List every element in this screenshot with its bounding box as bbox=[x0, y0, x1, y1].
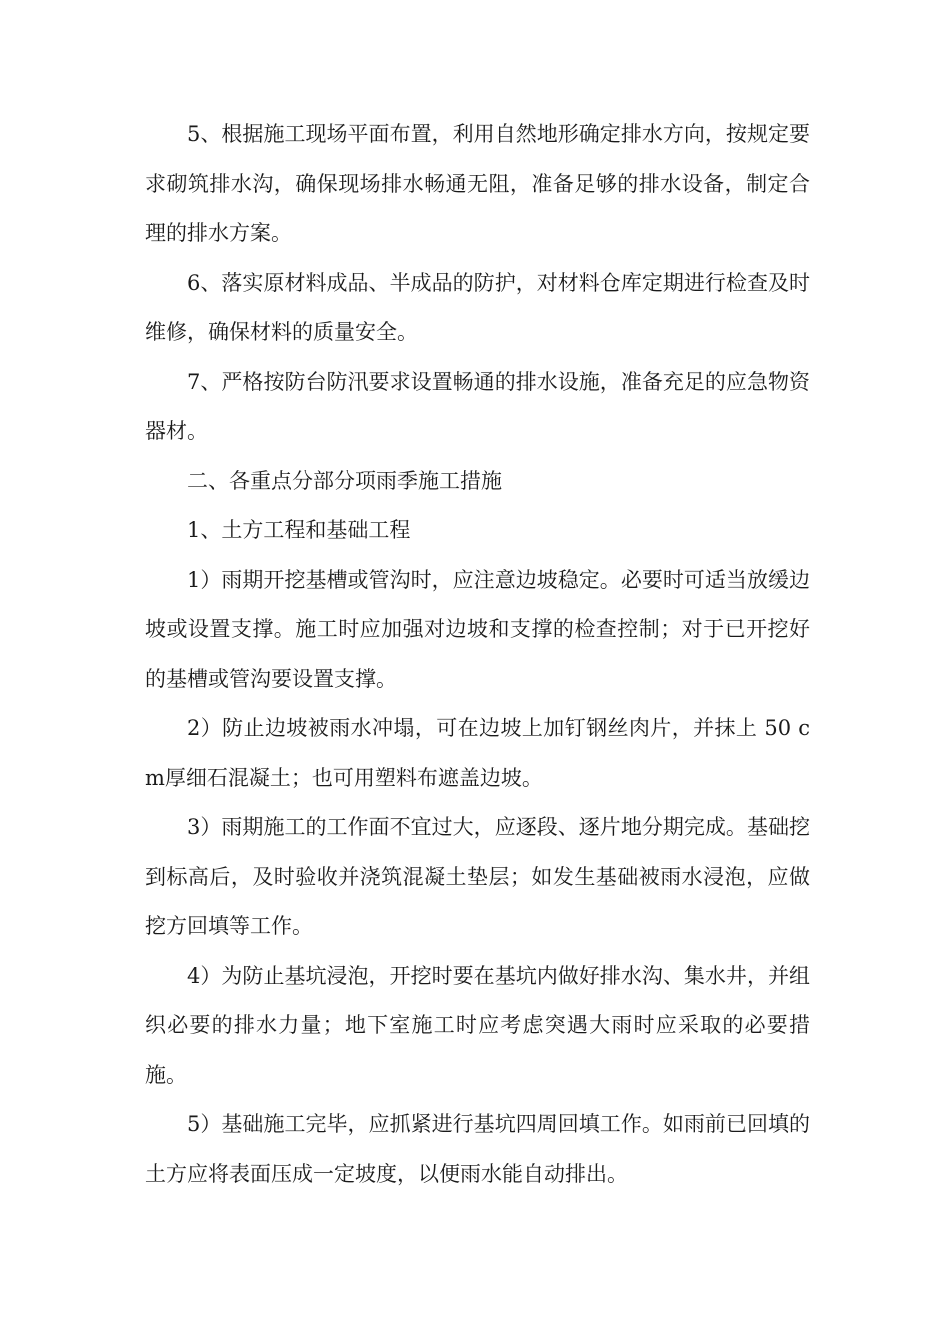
paragraph-point-2-slope-protection: 2）防止边坡被雨水冲塌，可在边坡上加钉钢丝肉片，并抹上 50 cm厚细石混凝土；也可用塑料布遮盖边坡。 bbox=[145, 716, 810, 790]
subsection-heading-earthwork-foundation: 1、土方工程和基础工程 bbox=[187, 518, 411, 542]
paragraph-item-5-drainage: 5、根据施工现场平面布置，利用自然地形确定排水方向，按规定要求砌筑排水沟，确保现场排水畅通无阻，准备足够的排水设备，制定合理的排水方案。 bbox=[145, 122, 810, 245]
paragraph-item-7-flood-prevention: 7、严格按防台防汛要求设置畅通的排水设施，准备充足的应急物资器材。 bbox=[145, 369, 810, 443]
document-page bbox=[145, 110, 810, 1199]
paragraph-point-1-slope-stability: 1）雨期开挖基槽或管沟时，应注意边坡稳定。必要时可适当放缓边坡或设置支撑。施工时应加强对边坡和支撑的检查控制；对于已开挖好的基槽或管沟要设置支撑。 bbox=[145, 567, 810, 691]
paragraph-point-4-pit-drainage: 4）为防止基坑浸泡，开挖时要在基坑内做好排水沟、集水井，并组织必要的排水力量；地下室施工时应考虑突遇大雨时应采取的必要措施。 bbox=[145, 963, 810, 1087]
section-heading-rainy-season-measures: 二、各重点分部分项雨季施工措施 bbox=[187, 468, 502, 493]
paragraph-point-3-work-area: 3）雨期施工的工作面不宜过大，应逐段、逐片地分期完成。基础挖到标高后，及时验收并浇筑混凝土垫层；如发生基础被雨水浸泡，应做挖方回填等工作。 bbox=[145, 815, 810, 938]
paragraph-point-5-backfill: 5）基础施工完毕，应抓紧进行基坑四周回填工作。如雨前已回填的土方应将表面压成一定坡度，以便雨水能自动排出。 bbox=[145, 1112, 810, 1186]
paragraph-item-6-material-protection: 6、落实原材料成品、半成品的防护，对材料仓库定期进行检查及时维修，确保材料的质量安全。 bbox=[145, 270, 810, 344]
